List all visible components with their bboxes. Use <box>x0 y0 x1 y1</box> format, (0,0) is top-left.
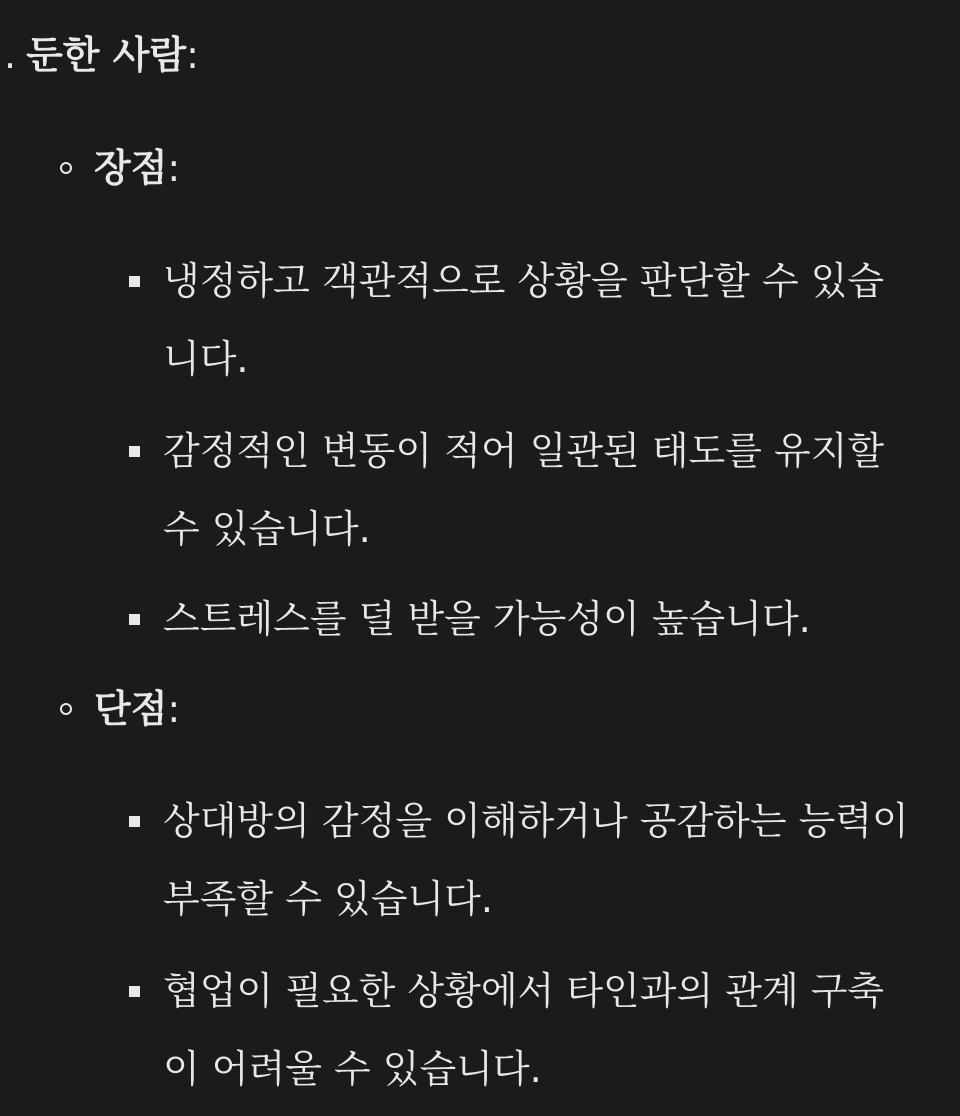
heading-prefix: . <box>4 33 17 77</box>
square-bullet-icon <box>129 276 140 287</box>
square-bullet-icon <box>129 446 140 457</box>
square-bullet-icon <box>129 816 140 827</box>
list-item: 상대방의 감정을 이해하거나 공감하는 능력이 <box>163 799 909 843</box>
list-item-continuation: 니다. <box>163 337 249 381</box>
square-bullet-icon <box>129 614 140 625</box>
heading <box>4 33 199 77</box>
hollow-bullet-icon <box>60 162 72 174</box>
section-title-pros: 장점: <box>94 146 181 190</box>
list-item-continuation: 수 있습니다. <box>163 507 371 551</box>
square-bullet-icon <box>129 986 140 997</box>
list-item: 냉정하고 객관적으로 상황을 판단할 수 있습 <box>163 259 885 303</box>
heading-title: 둔한 사람 <box>26 33 187 77</box>
hollow-bullet-icon <box>60 703 72 715</box>
list-item-continuation: 이 어려울 수 있습니다. <box>163 1047 542 1091</box>
list-item: 스트레스를 덜 받을 가능성이 높습니다. <box>163 597 811 641</box>
list-item: 협업이 필요한 상황에서 타인과의 관계 구축 <box>163 969 885 1013</box>
list-item: 감정적인 변동이 적어 일관된 태도를 유지할 <box>163 429 885 473</box>
list-item-continuation: 부족할 수 있습니다. <box>163 877 493 921</box>
heading-colon: : <box>186 33 199 77</box>
section-title-cons: 단점: <box>94 687 181 731</box>
